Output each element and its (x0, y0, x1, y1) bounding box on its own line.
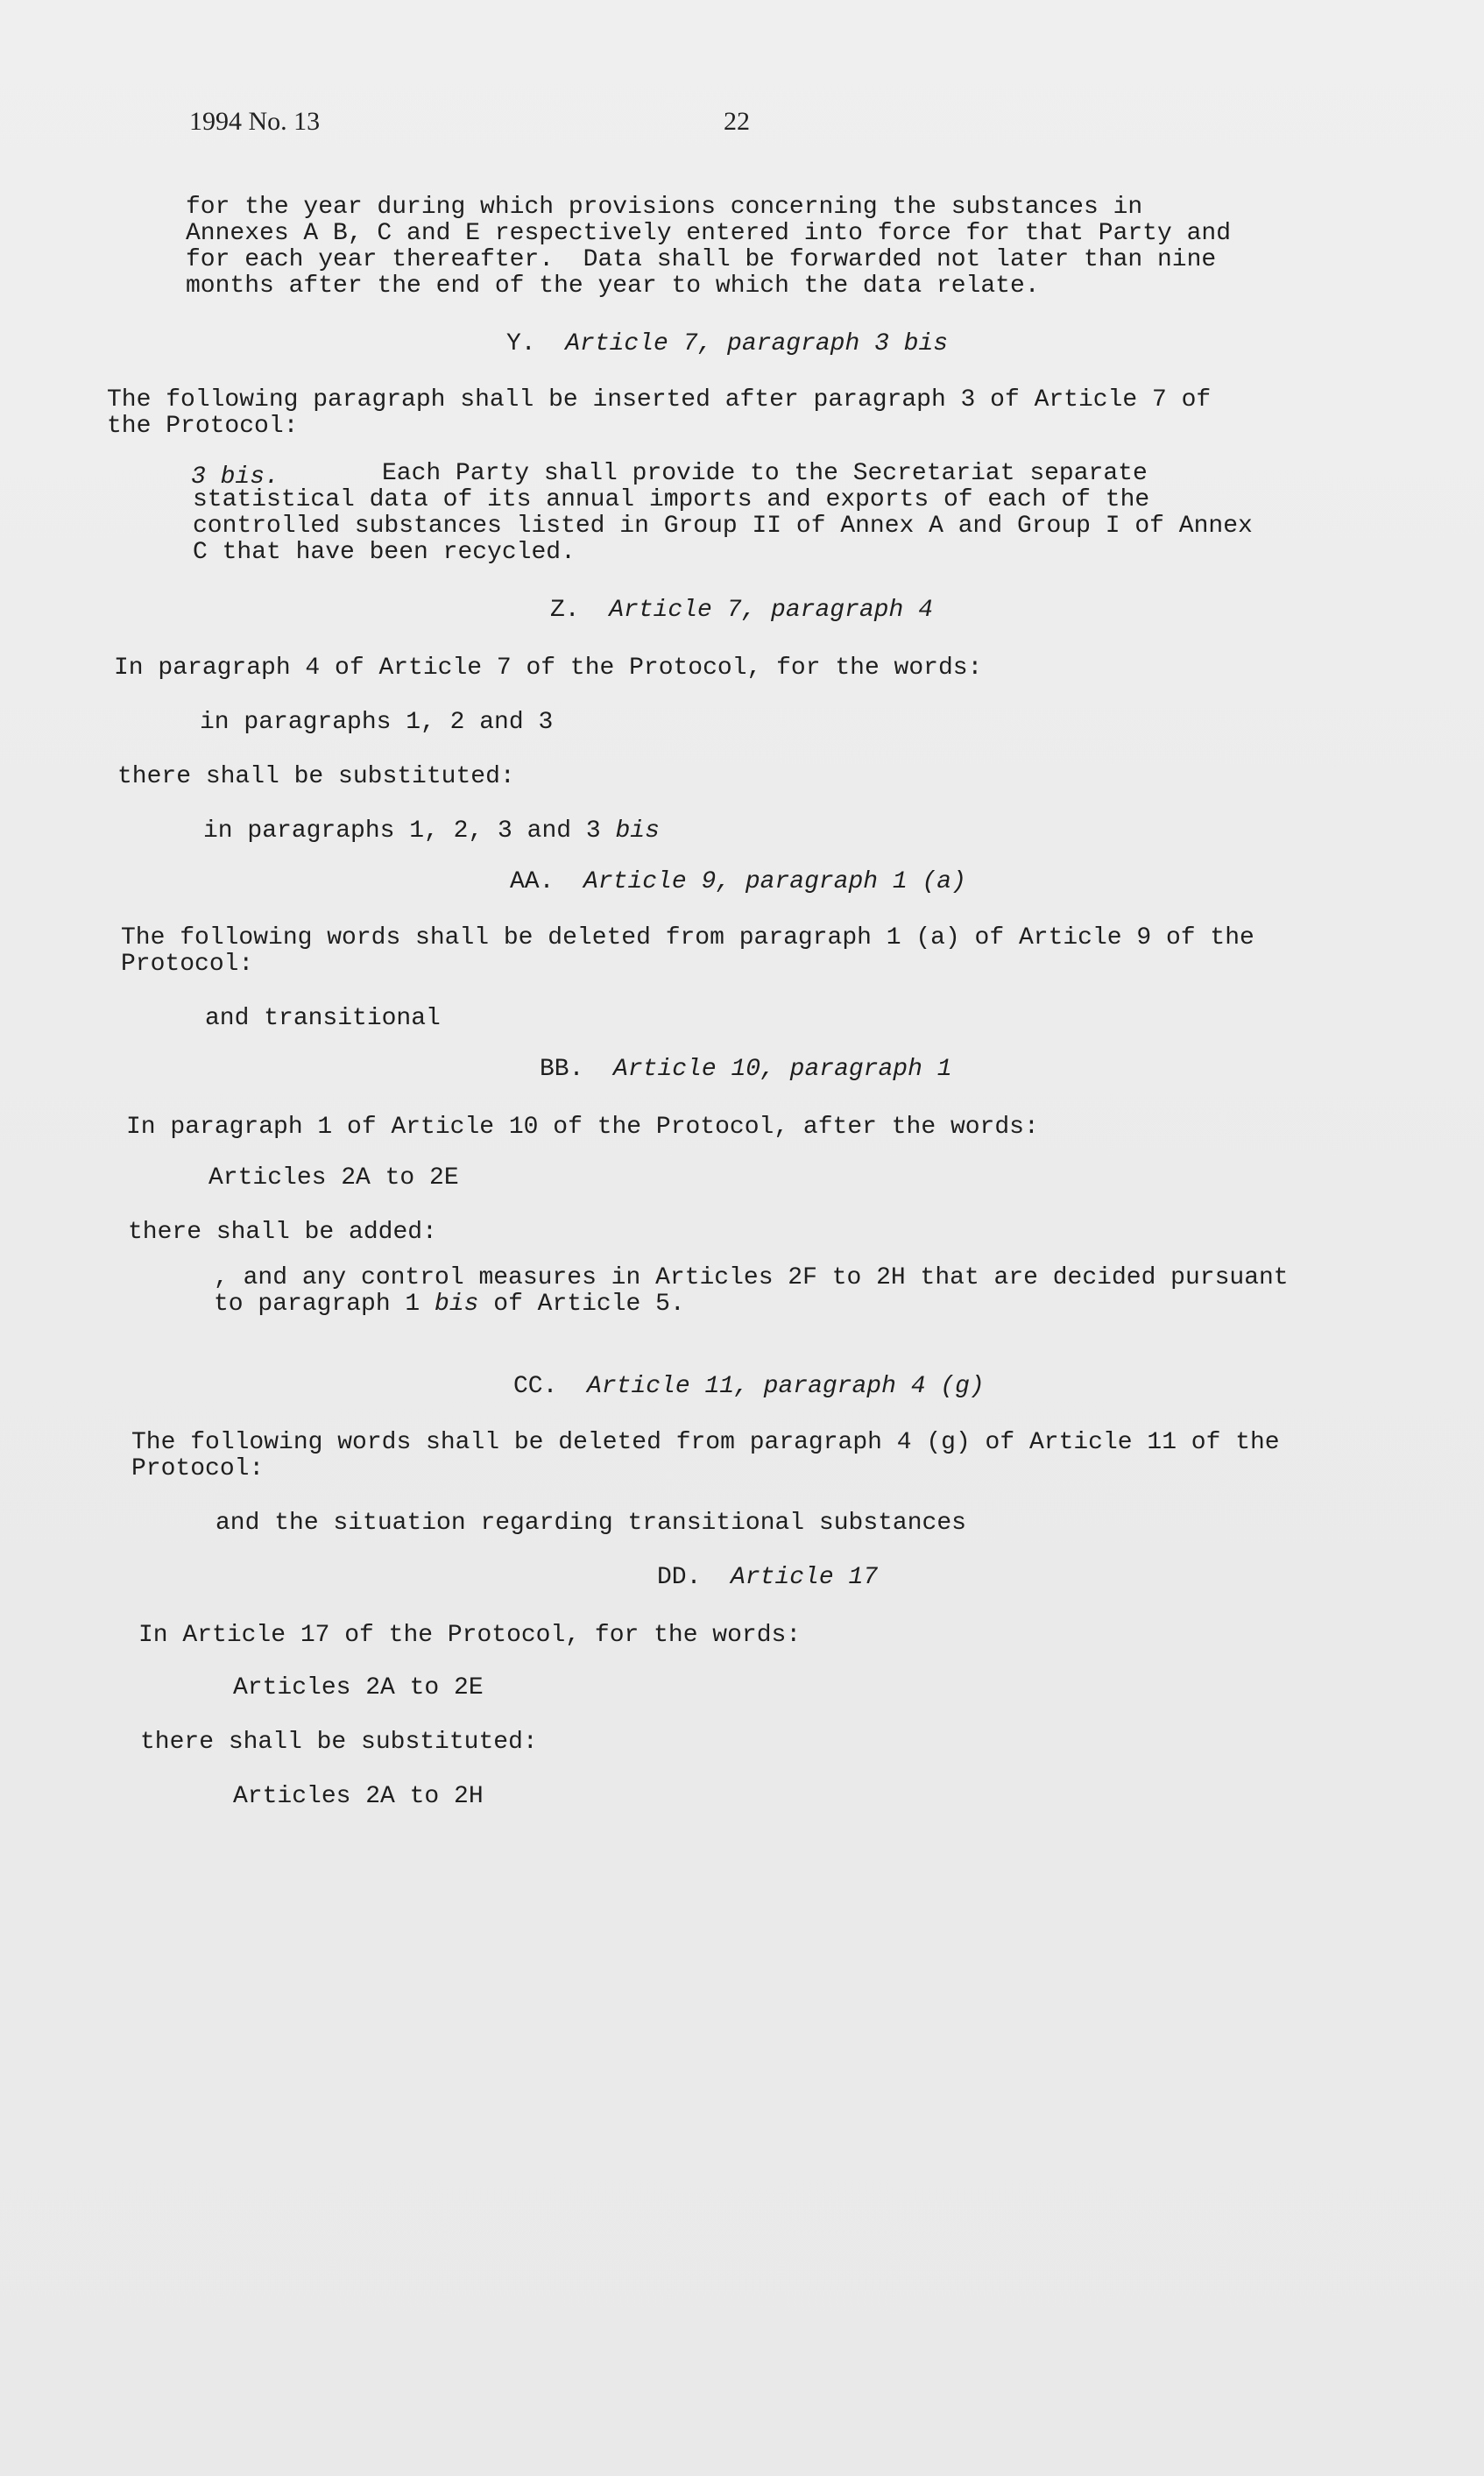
section-cc-title: Article 11, paragraph 4 (g) (587, 1373, 985, 1400)
section-bb-letter: BB. (540, 1056, 584, 1083)
section-cc-intro-line-1: The following words shall be deleted from paragraph 4 (g) of Article 11 of the (131, 1429, 1280, 1456)
section-y-intro-line-2: the Protocol: (107, 413, 299, 440)
section-z-title: Article 7, paragraph 4 (609, 597, 933, 624)
section-bb-quote-1: Articles 2A to 2E (208, 1164, 459, 1192)
section-z-quote-2 (203, 818, 660, 845)
intro-line-3: for each year thereafter. Data shall be forwarded not later than nine (186, 246, 1217, 273)
section-bb-quote-2-line-2c: of Article 5. (478, 1291, 685, 1318)
section-dd-quote-2: Articles 2A to 2H (233, 1783, 484, 1810)
section-y-para-line-2: statistical data of its annual imports and exports of each of the (193, 486, 1150, 513)
section-dd-quote-1: Articles 2A to 2E (233, 1674, 484, 1701)
section-bb-intro: In paragraph 1 of Article 10 of the Protocol, after the words: (126, 1114, 1039, 1141)
section-aa-quote: and transitional (205, 1005, 441, 1032)
section-cc-letter: CC. (513, 1373, 558, 1400)
section-y-letter: Y. (506, 330, 536, 357)
section-z-letter: Z. (550, 597, 580, 624)
section-y-title: Article 7, paragraph 3 bis (565, 330, 949, 357)
section-aa-intro-line-2: Protocol: (121, 951, 254, 978)
section-cc-heading (513, 1374, 985, 1400)
section-bb-quote-2-line-2a: to paragraph 1 (214, 1291, 435, 1318)
section-dd-title: Article 17 (731, 1564, 879, 1591)
section-bb-title: Article 10, paragraph 1 (613, 1056, 952, 1083)
section-dd-letter: DD. (657, 1564, 702, 1591)
section-dd-intro: In Article 17 of the Protocol, for the words: (138, 1622, 802, 1649)
section-y-heading (506, 331, 948, 357)
section-aa-title: Article 9, paragraph 1 (a) (583, 868, 966, 895)
section-z-quote-2-text: in paragraphs 1, 2, 3 and 3 (203, 817, 616, 845)
section-bb-middle: there shall be added: (128, 1219, 437, 1246)
section-bb-quote-2-line-1: , and any control measures in Articles 2F to 2H that are decided pursuant (214, 1264, 1289, 1291)
section-z-quote-1: in paragraphs 1, 2 and 3 (200, 709, 554, 736)
section-z-quote-2-bis: bis (615, 817, 660, 845)
section-z-heading (550, 598, 933, 624)
section-dd-middle: there shall be substituted: (140, 1729, 538, 1756)
section-aa-heading (510, 869, 966, 895)
intro-line-1: for the year during which provisions concerning the substances in (186, 194, 1143, 221)
section-cc-quote: and the situation regarding transitional substances (216, 1510, 966, 1537)
section-bb-heading (540, 1057, 952, 1083)
section-y-para-line-4: C that have been recycled. (193, 539, 576, 566)
section-y-intro-line-1: The following paragraph shall be inserted after paragraph 3 of Article 7 of (107, 386, 1212, 414)
section-bb-quote-2-line-2 (214, 1291, 685, 1318)
section-z-intro: In paragraph 4 of Article 7 of the Protocol, for the words: (114, 654, 983, 682)
section-y-para-first: Each Party shall provide to the Secretariat separate (382, 460, 1148, 487)
section-aa-letter: AA. (510, 868, 555, 895)
page-number: 22 (724, 107, 750, 136)
page-header-citation: 1994 No. 13 (189, 107, 321, 136)
intro-line-2: Annexes A B, C and E respectively entered into force for that Party and (186, 220, 1231, 247)
section-bb-quote-2-bis: bis (435, 1291, 479, 1318)
section-y-para-label: 3 bis. (191, 463, 279, 491)
section-cc-intro-line-2: Protocol: (131, 1455, 265, 1482)
section-dd-heading (657, 1565, 878, 1591)
section-aa-intro-line-1: The following words shall be deleted from paragraph 1 (a) of Article 9 of the (121, 924, 1254, 951)
intro-line-4: months after the end of the year to which the data relate. (186, 272, 1040, 300)
section-y-para-line-3: controlled substances listed in Group II of Annex A and Group I of Annex (193, 513, 1253, 540)
section-z-middle: there shall be substituted: (117, 763, 515, 790)
